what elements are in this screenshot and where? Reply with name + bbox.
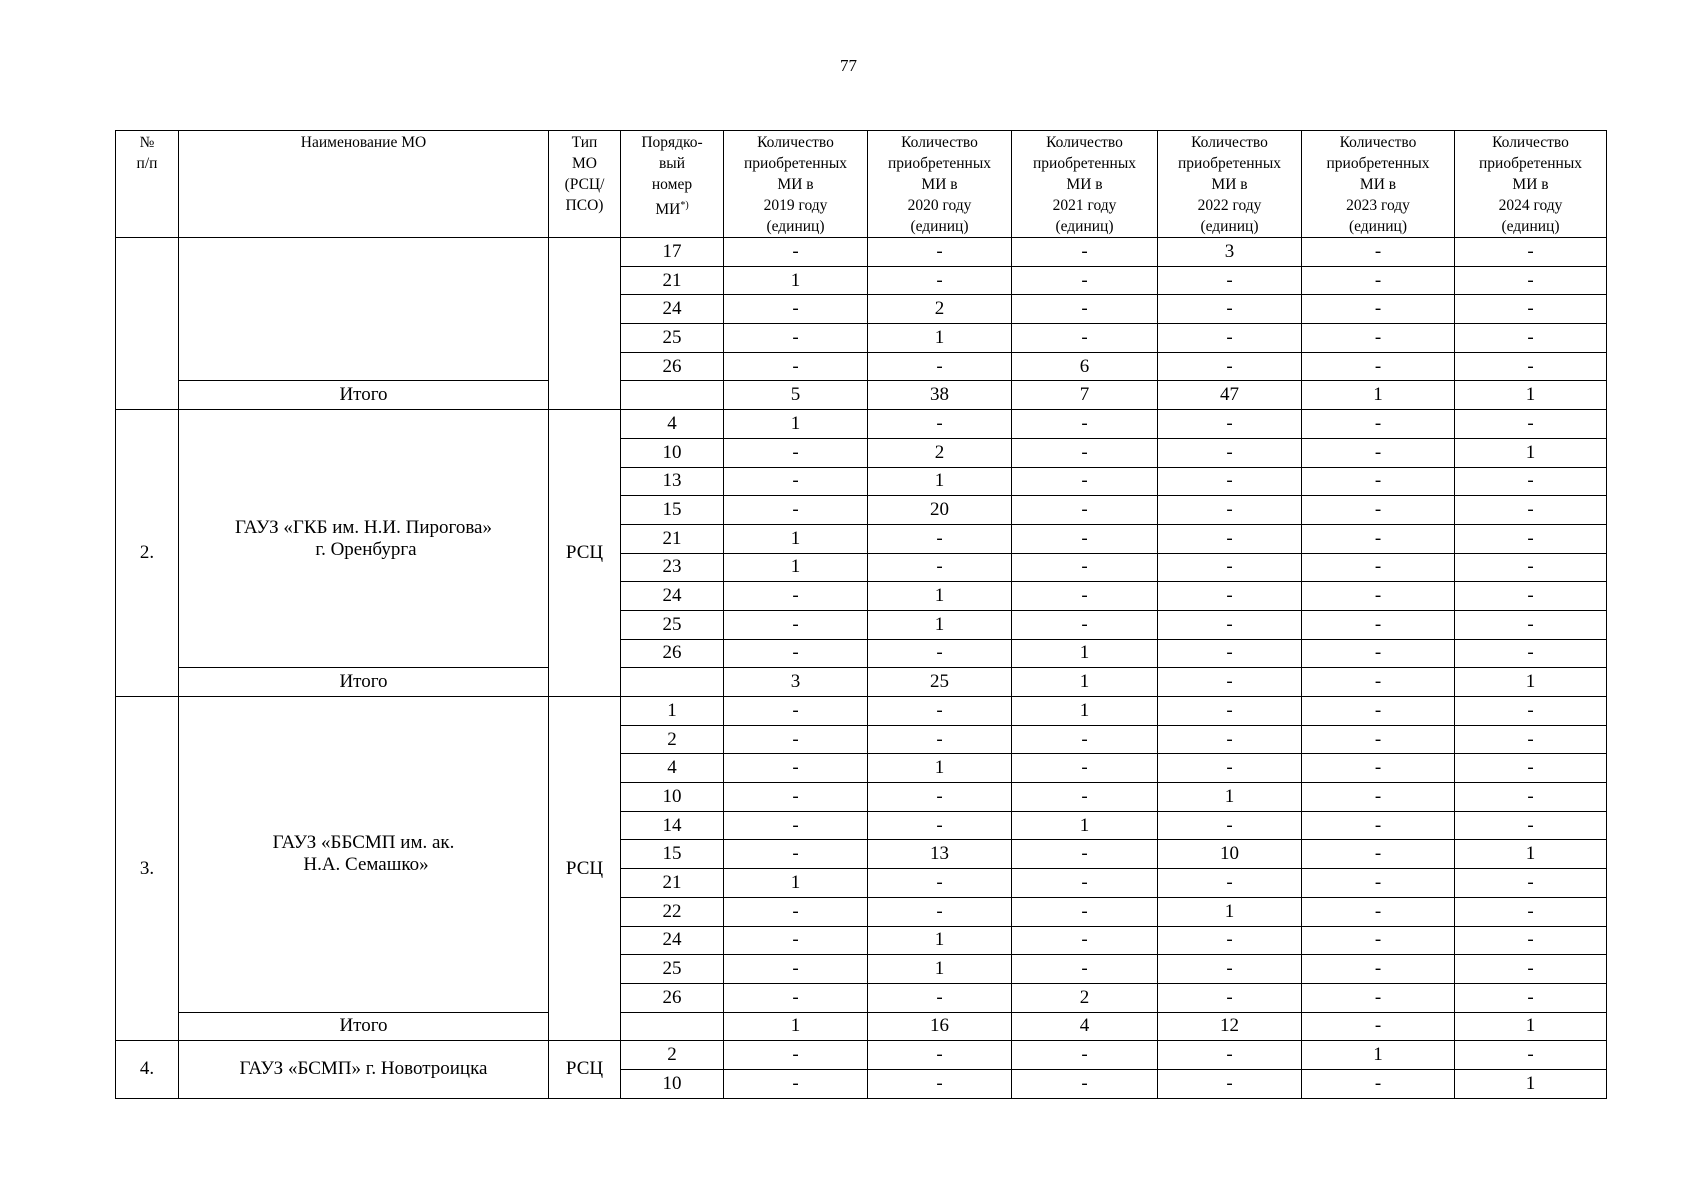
- device-count: -: [1012, 926, 1158, 955]
- device-count: -: [724, 582, 868, 611]
- device-count: -: [1012, 754, 1158, 783]
- device-count: -: [1012, 438, 1158, 467]
- device-count: -: [1012, 582, 1158, 611]
- total-count: 47: [1158, 381, 1302, 410]
- header-text: (РСЦ/: [564, 176, 605, 193]
- device-count: -: [1158, 524, 1302, 553]
- total-count: 25: [868, 668, 1012, 697]
- header-text: Количество: [757, 134, 834, 151]
- header-text: 2021 году: [1052, 197, 1117, 214]
- row-number: 4.: [116, 1041, 179, 1098]
- device-count: 1: [868, 926, 1012, 955]
- header-text: Количество: [1492, 134, 1569, 151]
- total-order-blank: [621, 1012, 724, 1041]
- header-text: Количество: [1191, 134, 1268, 151]
- organization-name: [179, 238, 549, 381]
- total-count: 7: [1012, 381, 1158, 410]
- device-count: -: [1455, 410, 1607, 439]
- device-order-number: 25: [621, 955, 724, 984]
- table-body: [116, 238, 1607, 1099]
- device-count: -: [1302, 754, 1455, 783]
- device-count: -: [1455, 610, 1607, 639]
- header-text: номер: [651, 176, 693, 193]
- header-year-5: [1455, 131, 1607, 238]
- total-count: -: [1302, 668, 1455, 697]
- device-count: 1: [1012, 811, 1158, 840]
- device-count: -: [1158, 1041, 1302, 1070]
- header-text: МО: [572, 155, 597, 172]
- device-count: -: [1302, 955, 1455, 984]
- device-count: -: [724, 295, 868, 324]
- device-count: -: [724, 697, 868, 726]
- device-count: -: [868, 238, 1012, 267]
- device-count: -: [724, 840, 868, 869]
- device-order-number: 21: [621, 524, 724, 553]
- device-order-number: 2: [621, 1041, 724, 1070]
- device-count: 20: [868, 496, 1012, 525]
- organization-type: [549, 238, 621, 410]
- device-count: -: [1158, 725, 1302, 754]
- header-text: МИ в: [1359, 176, 1397, 193]
- device-order-number: 25: [621, 324, 724, 353]
- organization-name-line: г. Оренбурга: [315, 538, 417, 560]
- device-count: 1: [724, 410, 868, 439]
- device-count: -: [868, 725, 1012, 754]
- device-count: -: [1455, 697, 1607, 726]
- device-count: 1: [1455, 1069, 1607, 1098]
- device-count: -: [868, 524, 1012, 553]
- device-order-number: 21: [621, 869, 724, 898]
- header-text: 2022 году: [1197, 197, 1262, 214]
- header-text: 2020 году: [907, 197, 972, 214]
- device-count: -: [724, 926, 868, 955]
- header-text: (единиц): [1348, 218, 1408, 235]
- device-count: -: [1302, 869, 1455, 898]
- device-count: -: [724, 324, 868, 353]
- device-count: -: [1302, 811, 1455, 840]
- header-text: приобретенных: [743, 155, 847, 172]
- device-order-number: 24: [621, 295, 724, 324]
- device-count: -: [1455, 897, 1607, 926]
- organization-name: [179, 1041, 549, 1098]
- total-row: [116, 1012, 1607, 1041]
- device-count: 1: [1455, 840, 1607, 869]
- total-count: 5: [724, 381, 868, 410]
- device-count: -: [724, 1069, 868, 1098]
- device-count: -: [1158, 352, 1302, 381]
- device-count: -: [868, 1069, 1012, 1098]
- device-count: 1: [868, 582, 1012, 611]
- device-order-number: 26: [621, 983, 724, 1012]
- device-count: 1: [1012, 697, 1158, 726]
- device-count: -: [1302, 496, 1455, 525]
- device-order-number: 17: [621, 238, 724, 267]
- total-count: 1: [1455, 668, 1607, 697]
- header-text: вый: [658, 155, 686, 172]
- header-text: Количество: [1339, 134, 1417, 151]
- header-name: Наименование МО: [179, 131, 549, 238]
- device-count: -: [1158, 295, 1302, 324]
- organization-name: [179, 697, 549, 1013]
- device-count: -: [1158, 610, 1302, 639]
- device-count: -: [1012, 524, 1158, 553]
- total-label: Итого: [179, 1012, 549, 1041]
- header-text: Количество: [1046, 134, 1123, 151]
- header-row: [116, 131, 1607, 238]
- header-text: п/п: [136, 155, 158, 172]
- header-year-1: [868, 131, 1012, 238]
- device-count: -: [1012, 410, 1158, 439]
- device-count: -: [1455, 582, 1607, 611]
- organization-name-line: ГАУЗ «ГКБ им. Н.И. Пирогова»: [234, 516, 492, 538]
- device-count: -: [868, 266, 1012, 295]
- device-count: 2: [868, 438, 1012, 467]
- header-order: [621, 131, 724, 238]
- device-count: -: [1455, 754, 1607, 783]
- device-count: 1: [724, 524, 868, 553]
- device-count: -: [724, 811, 868, 840]
- device-count: -: [1455, 639, 1607, 668]
- device-count: -: [868, 639, 1012, 668]
- device-count: -: [1455, 1041, 1607, 1070]
- device-count: -: [724, 754, 868, 783]
- device-count: -: [1302, 697, 1455, 726]
- device-count: -: [1158, 324, 1302, 353]
- device-count: -: [1455, 467, 1607, 496]
- header-text: МИ в: [921, 176, 958, 193]
- device-count: -: [1302, 410, 1455, 439]
- device-count: -: [1455, 926, 1607, 955]
- device-count: -: [1455, 324, 1607, 353]
- device-order-number: 21: [621, 266, 724, 295]
- device-count: -: [1158, 697, 1302, 726]
- device-count: -: [1158, 639, 1302, 668]
- device-count: -: [724, 783, 868, 812]
- device-count: -: [1012, 725, 1158, 754]
- device-count: 1: [724, 266, 868, 295]
- device-count: -: [1302, 926, 1455, 955]
- header-text: приобретенных: [1177, 155, 1281, 172]
- device-count: -: [868, 783, 1012, 812]
- device-count: -: [1158, 582, 1302, 611]
- device-order-number: 10: [621, 783, 724, 812]
- device-count: -: [724, 955, 868, 984]
- device-order-number: 25: [621, 610, 724, 639]
- device-count: 1: [1012, 639, 1158, 668]
- device-count: -: [1158, 955, 1302, 984]
- device-count: -: [724, 238, 868, 267]
- device-count: -: [868, 983, 1012, 1012]
- device-count: -: [1012, 783, 1158, 812]
- total-count: 1: [724, 1012, 868, 1041]
- header-text: приобретенных: [1326, 155, 1430, 172]
- device-count: -: [1158, 926, 1302, 955]
- device-order-number: 14: [621, 811, 724, 840]
- device-count: 1: [868, 610, 1012, 639]
- device-count: -: [1158, 811, 1302, 840]
- organization-type: РСЦ: [549, 697, 621, 1041]
- device-count: 2: [1012, 983, 1158, 1012]
- header-year-4: [1302, 131, 1455, 238]
- header-num: [116, 131, 179, 238]
- device-count: 1: [868, 467, 1012, 496]
- table-row: [116, 697, 1607, 726]
- device-count: -: [1158, 467, 1302, 496]
- device-order-number: 13: [621, 467, 724, 496]
- device-count: -: [724, 983, 868, 1012]
- device-count: -: [1012, 266, 1158, 295]
- total-count: -: [1302, 1012, 1455, 1041]
- device-count: -: [1302, 295, 1455, 324]
- device-order-number: 1: [621, 697, 724, 726]
- device-count: -: [724, 1041, 868, 1070]
- total-order-blank: [621, 381, 724, 410]
- header-text: (единиц): [1055, 218, 1114, 235]
- table-header: [116, 131, 1607, 238]
- device-count: -: [1455, 983, 1607, 1012]
- total-count: 1: [1012, 668, 1158, 697]
- device-order-number: 24: [621, 582, 724, 611]
- device-count: -: [724, 610, 868, 639]
- device-count: -: [1302, 553, 1455, 582]
- header-text: МИ в: [777, 176, 814, 193]
- device-count: 1: [1302, 1041, 1455, 1070]
- device-count: -: [1302, 783, 1455, 812]
- device-count: -: [1158, 410, 1302, 439]
- table-row: [116, 1041, 1607, 1070]
- device-count: -: [1302, 524, 1455, 553]
- device-count: 13: [868, 840, 1012, 869]
- device-count: -: [1012, 553, 1158, 582]
- device-count: -: [1302, 582, 1455, 611]
- device-order-number: 26: [621, 639, 724, 668]
- device-count: -: [1455, 496, 1607, 525]
- header-text: МИ в: [1066, 176, 1103, 193]
- device-count: -: [1012, 295, 1158, 324]
- device-count: -: [1455, 783, 1607, 812]
- device-count: -: [1158, 438, 1302, 467]
- header-text: (единиц): [1501, 218, 1560, 235]
- device-count: -: [1302, 266, 1455, 295]
- device-count: -: [1302, 352, 1455, 381]
- header-text: 2023 году: [1346, 197, 1410, 214]
- device-count: -: [1302, 725, 1455, 754]
- total-order-blank: [621, 668, 724, 697]
- total-count: 3: [724, 668, 868, 697]
- device-count: -: [868, 869, 1012, 898]
- device-count: -: [1012, 324, 1158, 353]
- device-count: -: [868, 410, 1012, 439]
- header-text: Тип: [571, 134, 598, 151]
- device-count: -: [1012, 610, 1158, 639]
- total-count: 1: [1455, 381, 1607, 410]
- device-order-number: 23: [621, 553, 724, 582]
- device-count: -: [724, 352, 868, 381]
- device-order-number: 2: [621, 725, 724, 754]
- device-count: -: [1455, 955, 1607, 984]
- row-number: 2.: [116, 410, 179, 697]
- device-count: -: [1455, 524, 1607, 553]
- device-order-number: 22: [621, 897, 724, 926]
- device-count: -: [724, 897, 868, 926]
- device-count: 2: [868, 295, 1012, 324]
- device-count: 1: [1158, 897, 1302, 926]
- header-text: МИ: [655, 201, 681, 219]
- device-count: -: [724, 725, 868, 754]
- total-count: 38: [868, 381, 1012, 410]
- device-count: -: [1012, 869, 1158, 898]
- device-count: -: [868, 553, 1012, 582]
- header-text: МИ в: [1211, 176, 1248, 193]
- device-count: -: [1158, 553, 1302, 582]
- device-count: -: [1012, 496, 1158, 525]
- device-order-number: 26: [621, 352, 724, 381]
- total-count: -: [1158, 668, 1302, 697]
- device-count: -: [1012, 955, 1158, 984]
- page-number: 77: [840, 56, 857, 75]
- device-count: -: [724, 467, 868, 496]
- device-order-number: 10: [621, 1069, 724, 1098]
- device-count: -: [868, 811, 1012, 840]
- device-count: 1: [724, 869, 868, 898]
- device-count: -: [1302, 840, 1455, 869]
- total-count: 4: [1012, 1012, 1158, 1041]
- device-count: -: [1455, 266, 1607, 295]
- device-count: -: [1455, 811, 1607, 840]
- device-count: -: [1012, 897, 1158, 926]
- row-number: [116, 238, 179, 410]
- device-count: -: [868, 352, 1012, 381]
- total-count: 1: [1302, 381, 1455, 410]
- device-count: 1: [1158, 783, 1302, 812]
- table-row: [116, 410, 1607, 439]
- device-count: -: [1302, 610, 1455, 639]
- device-count: 1: [724, 553, 868, 582]
- device-count: -: [1455, 869, 1607, 898]
- organization-type: РСЦ: [549, 410, 621, 697]
- total-label: Итого: [179, 381, 549, 410]
- header-footnote-mark: *): [680, 200, 689, 211]
- device-count: -: [1455, 725, 1607, 754]
- device-count: -: [1158, 983, 1302, 1012]
- device-count: -: [1455, 295, 1607, 324]
- row-number: 3.: [116, 697, 179, 1041]
- device-count: -: [1302, 1069, 1455, 1098]
- total-row: [116, 381, 1607, 410]
- device-order-number: 15: [621, 496, 724, 525]
- device-order-number: 15: [621, 840, 724, 869]
- header-text: Порядко-: [641, 134, 703, 151]
- organization-name-line: ГАУЗ «БСМП» г. Новотроицка: [239, 1058, 488, 1080]
- device-count: -: [1455, 352, 1607, 381]
- device-count: -: [1302, 983, 1455, 1012]
- device-count: -: [868, 897, 1012, 926]
- device-count: -: [1302, 238, 1455, 267]
- header-text: (единиц): [910, 218, 969, 235]
- device-order-number: 4: [621, 754, 724, 783]
- device-count: -: [1012, 467, 1158, 496]
- device-order-number: 10: [621, 438, 724, 467]
- device-count: -: [1302, 324, 1455, 353]
- header-text: приобретенных: [1032, 155, 1136, 172]
- device-count: -: [1302, 897, 1455, 926]
- device-count: -: [724, 438, 868, 467]
- organization-name-line: ГАУЗ «ББСМП им. ак.: [272, 832, 455, 854]
- device-count: 3: [1158, 238, 1302, 267]
- device-count: -: [1158, 1069, 1302, 1098]
- total-count: 12: [1158, 1012, 1302, 1041]
- device-order-number: 24: [621, 926, 724, 955]
- device-count: -: [1302, 467, 1455, 496]
- device-count: -: [1302, 438, 1455, 467]
- device-count: -: [1455, 238, 1607, 267]
- device-count: 1: [1455, 438, 1607, 467]
- device-count: -: [1455, 553, 1607, 582]
- header-text: приобретенных: [1478, 155, 1582, 172]
- device-count: -: [1158, 754, 1302, 783]
- device-count: -: [1012, 1069, 1158, 1098]
- table-row: [116, 238, 1607, 267]
- device-count: 10: [1158, 840, 1302, 869]
- total-count: 1: [1455, 1012, 1607, 1041]
- organization-type: РСЦ: [549, 1041, 621, 1098]
- organization-name: [179, 410, 549, 668]
- device-count: 1: [868, 754, 1012, 783]
- equipment-table: [115, 130, 1607, 1099]
- total-label: Итого: [179, 668, 549, 697]
- device-count: -: [868, 1041, 1012, 1070]
- device-count: -: [724, 639, 868, 668]
- header-text: (единиц): [766, 218, 825, 235]
- device-count: -: [1158, 266, 1302, 295]
- header-text: 2019 году: [763, 197, 828, 214]
- device-count: 1: [868, 955, 1012, 984]
- header-text: 2024 году: [1498, 197, 1563, 214]
- device-count: -: [1012, 840, 1158, 869]
- header-text: МИ в: [1512, 176, 1549, 193]
- total-row: [116, 668, 1607, 697]
- header-type: [549, 131, 621, 238]
- header-year-2: [1012, 131, 1158, 238]
- device-count: 1: [868, 324, 1012, 353]
- header-text: (единиц): [1200, 218, 1259, 235]
- device-count: -: [1158, 496, 1302, 525]
- header-year-0: [724, 131, 868, 238]
- organization-name-line: Н.А. Семашко»: [303, 854, 429, 876]
- device-count: -: [724, 496, 868, 525]
- device-count: 6: [1012, 352, 1158, 381]
- total-count: 16: [868, 1012, 1012, 1041]
- device-count: -: [1158, 869, 1302, 898]
- device-count: -: [1012, 1041, 1158, 1070]
- device-count: -: [1302, 639, 1455, 668]
- header-text: ПСО): [565, 197, 604, 214]
- device-order-number: 4: [621, 410, 724, 439]
- header-text: №: [139, 134, 155, 151]
- header-text: приобретенных: [887, 155, 991, 172]
- header-year-3: [1158, 131, 1302, 238]
- header-text: Количество: [901, 134, 978, 151]
- device-count: -: [868, 697, 1012, 726]
- device-count: -: [1012, 238, 1158, 267]
